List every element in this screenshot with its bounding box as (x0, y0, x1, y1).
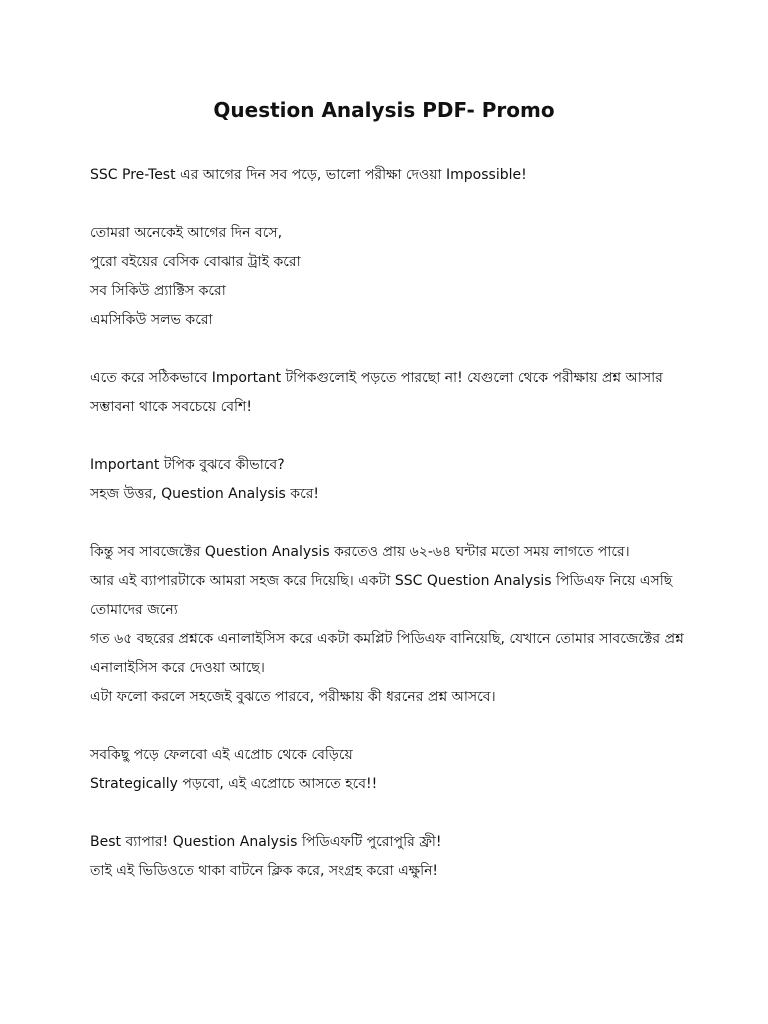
text-line: আর এই ব্যাপারটাকে আমরা সহজ করে দিয়েছি। একটা SSC Question Analysis পিডিএফ নিয়ে এসছি তোমাদের জন্যে (90, 573, 673, 618)
paragraph-cta (90, 828, 690, 886)
text-line: Strategically পড়বো, এই এপ্রোচে আসতে হবে!! (90, 776, 378, 792)
paragraph-question (90, 451, 690, 509)
text-line: সব সিকিউ প্র্যাক্টিস করো (90, 283, 226, 299)
text-line: সবকিছু পড়ে ফেলবো এই এপ্রোচ থেকে বেড়িয়ে (90, 747, 353, 763)
text-line: Important টপিক বুঝবে কীভাবে? (90, 457, 285, 473)
text-line: গত ৬৫ বছরের প্রশ্নকে এনালাইসিস করে একটা কমপ্লিট পিডিএফ বানিয়েছি, যেখানে তোমার সাবজেক্টের প্রশ্ন এনালাইসিস করে দেওয়া আছে। (90, 631, 684, 676)
text-line: SSC Pre-Test এর আগের দিন সব পড়ে, ভালো পরীক্ষা দেওয়া Impossible! (90, 167, 527, 183)
text-line: তাই এই ভিডিওতে থাকা বাটনে ক্লিক করে, সংগ্রহ করো এক্ষুনি! (90, 863, 439, 879)
text-line: কিন্তু সব সাবজেক্টের Question Analysis করতেও প্রায় ৬২-৬৪ ঘন্টার মতো সময় লাগতে পারে। (90, 544, 630, 560)
text-line: এমসিকিউ সলভ করো (90, 312, 213, 328)
document-body (90, 161, 690, 886)
text-line: এটা ফলো করলে সহজেই বুঝতে পারবে, পরীক্ষায় কী ধরনের প্রশ্ন আসবে। (90, 689, 496, 705)
text-line: তোমরা অনেকেই আগের দিন বসে, (90, 225, 283, 241)
paragraph-problem (90, 364, 690, 422)
paragraph-approach (90, 741, 690, 799)
paragraph-intro (90, 161, 690, 190)
text-line: এতে করে সঠিকভাবে Important টপিকগুলোই পড়তে পারছো না! যেগুলো থেকে পরীক্ষায় প্রশ্ন আসার সম্ভাবনা থাকে সবচেয়ে বেশি! (90, 370, 663, 415)
paragraph-solution (90, 538, 690, 712)
page-title: Question Analysis PDF- Promo (213, 98, 555, 122)
text-line: সহজ উত্তর, Question Analysis করে! (90, 486, 320, 502)
text-line: Best ব্যাপার! Question Analysis পিডিএফটি পুরোপুরি ফ্রী! (90, 834, 442, 850)
text-line: পুরো বইয়ের বেসিক বোঝার ট্রাই করো (90, 254, 301, 270)
paragraph-habits (90, 219, 690, 335)
